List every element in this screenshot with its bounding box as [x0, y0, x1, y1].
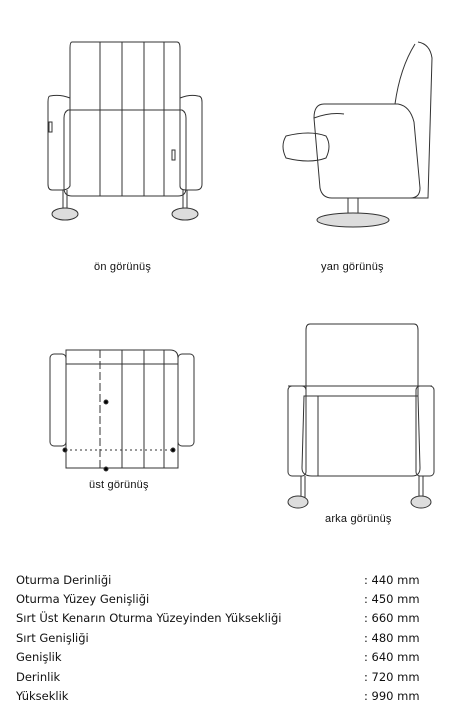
- side-view-drawing: [270, 38, 445, 233]
- spec-row: [16, 667, 456, 686]
- back-view-caption: arka görünüş: [325, 513, 392, 525]
- spec-label: Sırt Genişliği: [16, 630, 89, 645]
- spec-label: Sırt Üst Kenarın Oturma Yüzeyinden Yüksekliği: [16, 611, 282, 626]
- spec-value: : 640 mm: [364, 650, 420, 665]
- spec-value: : 990 mm: [364, 689, 420, 704]
- top-view-caption: üst görünüş: [89, 479, 149, 491]
- front-view-caption: ön görünüş: [94, 261, 152, 273]
- spec-label: Oturma Yüzey Genişliği: [16, 592, 150, 607]
- top-view-drawing: [40, 342, 210, 477]
- spec-label: Oturma Derinliği: [16, 572, 112, 587]
- spec-value: : 440 mm: [364, 572, 420, 587]
- side-view-caption: yan görünüş: [321, 261, 384, 273]
- spec-row: [16, 686, 456, 705]
- specifications-list: [16, 570, 456, 706]
- spec-row: [16, 648, 456, 667]
- back-view-drawing: [268, 318, 443, 518]
- spec-value: : 450 mm: [364, 592, 420, 607]
- spec-row: [16, 628, 456, 647]
- spec-value: : 720 mm: [364, 669, 420, 684]
- spec-row: [16, 589, 456, 608]
- spec-row: [16, 609, 456, 628]
- spec-row: [16, 570, 456, 589]
- spec-value: : 660 mm: [364, 611, 420, 626]
- front-view-drawing: [40, 38, 210, 230]
- spec-label: Genişlik: [16, 650, 62, 665]
- spec-label: Yükseklik: [16, 689, 69, 704]
- spec-value: : 480 mm: [364, 630, 420, 645]
- spec-label: Derinlik: [16, 669, 61, 684]
